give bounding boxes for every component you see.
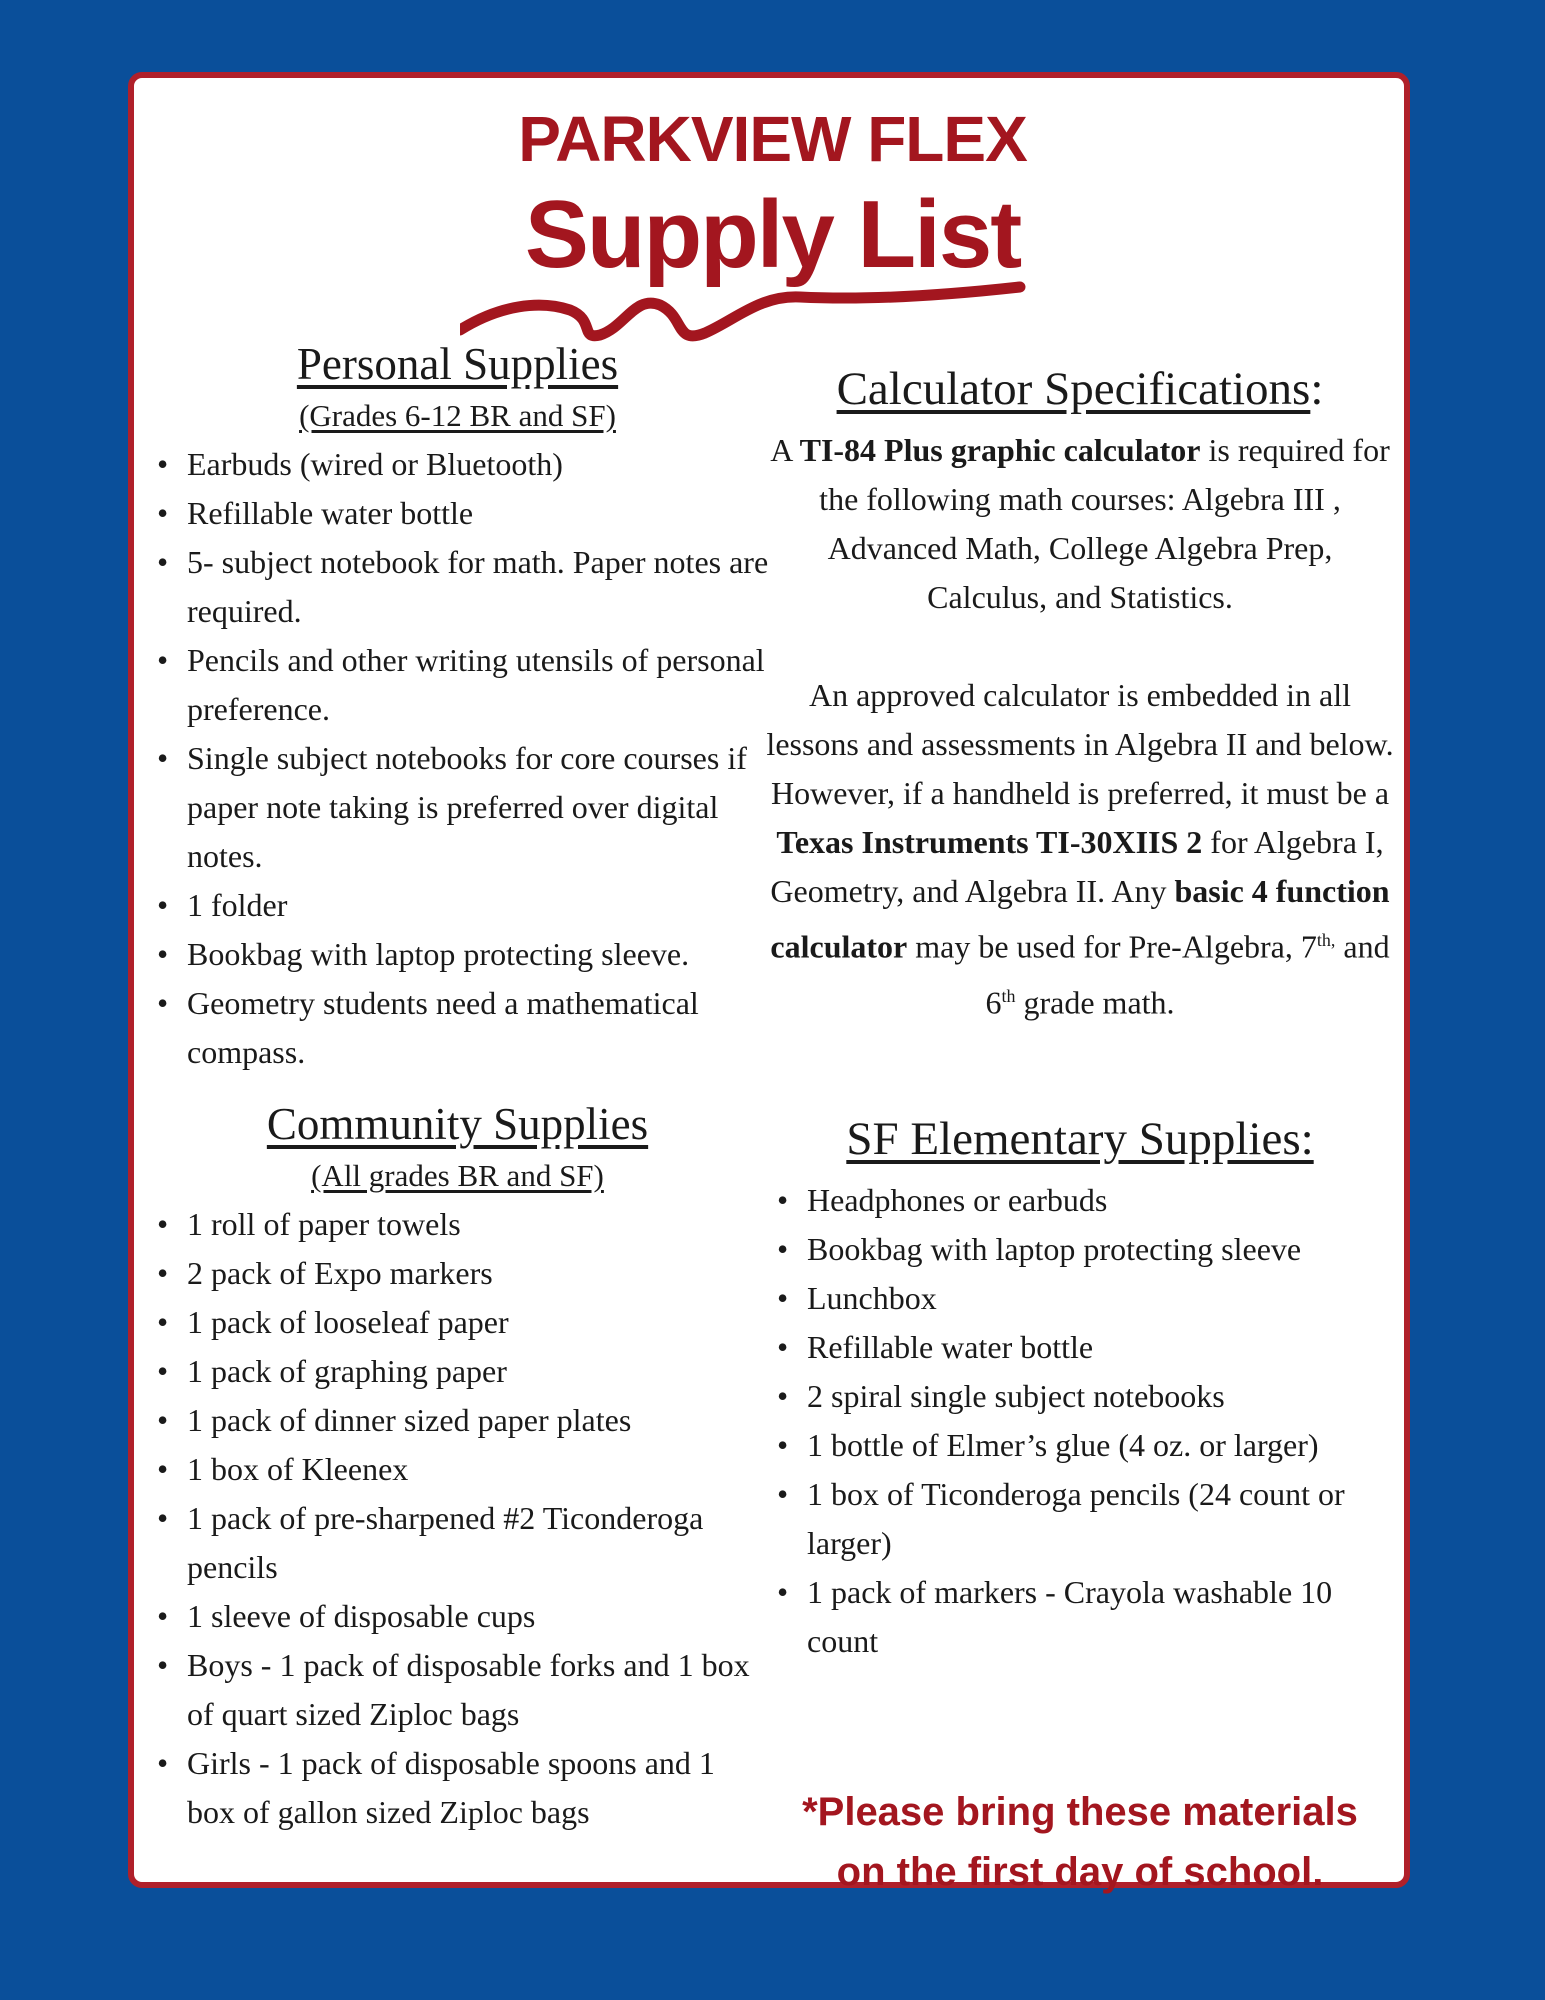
list-item: • Girls - 1 pack of disposable spoons and 1 box of gallon sized Ziploc bags (145, 1739, 770, 1837)
list-item: • 2 pack of Expo markers (145, 1249, 770, 1298)
calculator-paragraph-2: An approved calculator is embedded in all lessons and assessments in Algebra II and below. However, if a handheld is preferred, it must be a Texas Instruments TI-30XIIS 2 for Algebra I, Geometry, and Algebra II. Any basic 4 function calculator may be used for Pre-Algebra, $7^{th,}$ and 6th grade math. (766, 677, 1394, 1021)
first-day-note-line-1: *Please bring these materials (802, 1790, 1358, 1834)
first-day-note-line-2: on the first day of school. (836, 1850, 1324, 1894)
community-supplies-heading: Community Supplies (266, 1099, 649, 1149)
list-item: • 1 pack of pre-sharpened #2 Ticonderoga pencils (145, 1494, 770, 1592)
personal-supplies-section (145, 338, 770, 1077)
personal-supplies-heading: Personal Supplies (296, 339, 619, 389)
calculator-section (765, 362, 1395, 1027)
list-item: • Boys - 1 pack of disposable forks and 1 box of quart sized Ziploc bags (145, 1641, 770, 1739)
list-item: • Bookbag with laptop protecting sleeve (765, 1225, 1395, 1274)
list-item: • 1 roll of paper towels (145, 1200, 770, 1249)
calculator-heading: Calculator Specifications: (836, 363, 1324, 415)
list-item: • 1 pack of graphing paper (145, 1347, 770, 1396)
list-item: • 1 pack of dinner sized paper plates (145, 1396, 770, 1445)
list-item: • Geometry students need a mathematical compass. (145, 979, 770, 1077)
list-item: • Earbuds (wired or Bluetooth) (145, 440, 770, 489)
first-day-note (765, 1782, 1395, 1902)
page-title: Supply List (524, 181, 1021, 288)
list-item: • 5- subject notebook for math. Paper notes are required. (145, 538, 770, 636)
calculator-paragraph-1: A TI-84 Plus graphic calculator is required for the following math courses: Algebra III , Advanced Math, College Algebra Prep, Calculus, and Statistics. (770, 432, 1390, 615)
list-item: • 1 box of Kleenex (145, 1445, 770, 1494)
list-item: • Refillable water bottle (145, 489, 770, 538)
list-item: • 1 sleeve of disposable cups (145, 1592, 770, 1641)
list-item: • 1 pack of looseleaf paper (145, 1298, 770, 1347)
elementary-heading: SF Elementary Supplies: (846, 1113, 1314, 1165)
list-item: • Bookbag with laptop protecting sleeve. (145, 930, 770, 979)
list-item: • 1 folder (145, 881, 770, 930)
personal-supplies-list (145, 440, 770, 1077)
community-supplies-list (145, 1200, 770, 1837)
list-item: • 2 spiral single subject notebooks (765, 1372, 1395, 1421)
list-item: • 1 box of Ticonderoga pencils (24 count or larger) (765, 1470, 1395, 1568)
community-supplies-section (145, 1098, 770, 1837)
list-item: • 1 pack of markers - Crayola washable 10 count (765, 1568, 1395, 1666)
list-item: • Headphones or earbuds (765, 1176, 1395, 1225)
elementary-section (765, 1112, 1395, 1666)
community-supplies-subheading: (All grades BR and SF) (311, 1158, 604, 1193)
list-item: • 1 bottle of Elmer’s glue (4 oz. or larger) (765, 1421, 1395, 1470)
list-item: • Pencils and other writing utensils of personal preference. (145, 636, 770, 734)
personal-supplies-subheading: (Grades 6-12 BR and SF) (299, 398, 616, 433)
list-item: • Refillable water bottle (765, 1323, 1395, 1372)
school-name: PARKVIEW FLEX (518, 103, 1027, 175)
list-item: • Lunchbox (765, 1274, 1395, 1323)
list-item: • Single subject notebooks for core courses if paper note taking is preferred over digital notes. (145, 734, 770, 881)
elementary-list (765, 1176, 1395, 1666)
